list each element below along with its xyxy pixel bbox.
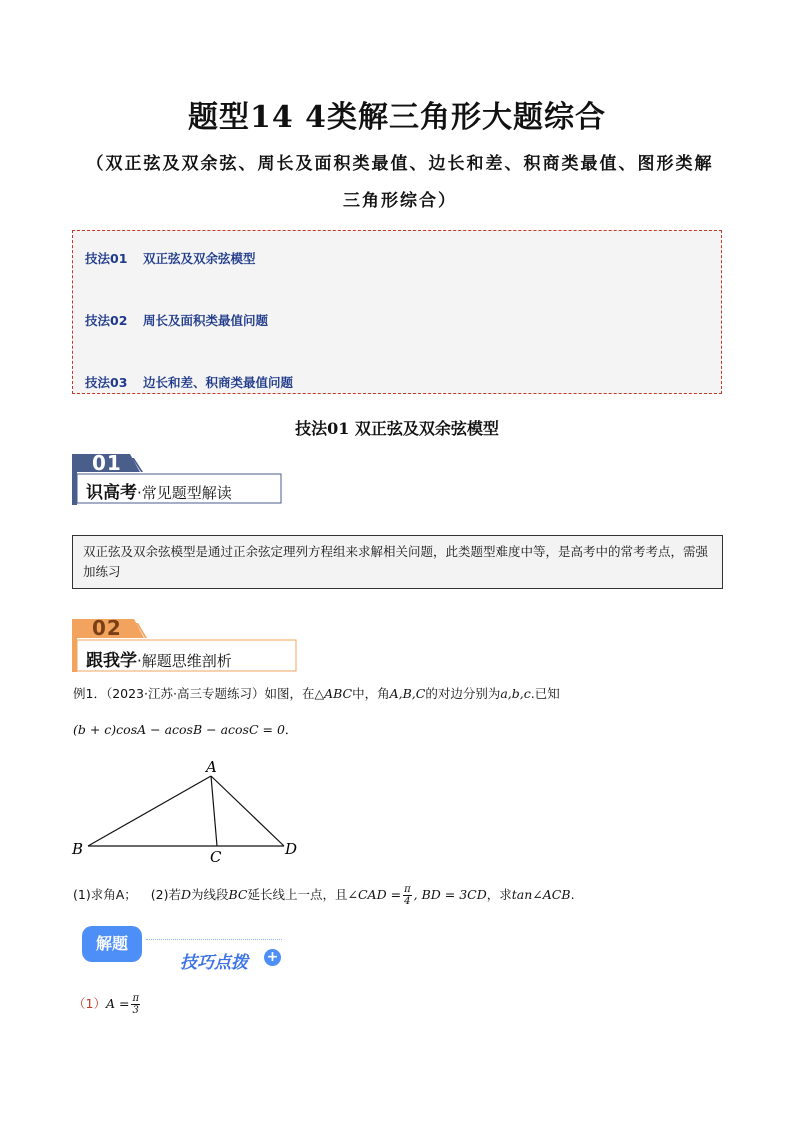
question-text: . [570, 887, 575, 902]
vertex-label-C: C [210, 848, 222, 866]
example-text: ． [284, 722, 298, 737]
dotted-divider [146, 939, 282, 940]
example-triangle: △ABC [314, 686, 353, 701]
banner-sub: ·常见题型解读 [137, 484, 232, 502]
example-text: 中，角 [352, 686, 390, 701]
info-box: 双正弦及双余弦模型是通过正余弦定理列方程组来求解相关问题，此类题型难度中等，是高考中的常考考点，需强加练习 [72, 535, 723, 589]
banner-title [86, 646, 232, 671]
toc-item-label: 技法03 [85, 375, 128, 390]
question-1: (1)求角A； [73, 887, 137, 902]
question-text: ，求 [486, 887, 512, 902]
toc-item-label: 技法01 [85, 251, 128, 266]
answer-line [73, 993, 142, 1016]
fraction-pi-over-4 [403, 884, 412, 907]
document-subtitle: （双正弦及双余弦、周长及面积类最值、边长和差、积商类最值、图形类解三角形综合） [86, 154, 714, 211]
segment-AD [211, 776, 284, 846]
question-2-prefix: (2)若 [150, 887, 181, 902]
question-var: BC [228, 887, 248, 902]
banner-main: 识高考 [86, 483, 137, 503]
example-sides: a,b,c [500, 686, 531, 701]
plus-icon[interactable]: + [264, 949, 281, 966]
banner-main: 跟我学 [86, 651, 137, 671]
example-prefix: 例1．（2023·江苏·高三专题练习）如图，在 [73, 686, 315, 701]
fraction-pi-over-3 [131, 993, 140, 1016]
toc-item-2[interactable] [85, 311, 268, 329]
banner-sub: ·解题思维剖析 [137, 652, 232, 670]
example-text: 的对边分别为 [425, 686, 501, 701]
banner-number: 01 [92, 451, 122, 475]
question-angle: ∠CAD = [347, 887, 402, 902]
question-text: 延长线上一点，且 [247, 887, 348, 902]
example-line-2 [73, 720, 297, 738]
toc-item-text: 双正弦及双余弦模型 [143, 251, 256, 266]
toc-item-3[interactable] [85, 373, 293, 391]
question-target: tan∠ACB [511, 887, 571, 902]
vertex-label-D: D [285, 840, 298, 858]
question-text: 为线段 [191, 887, 229, 902]
fraction-numerator: π [132, 993, 140, 1004]
triangle-figure [70, 756, 310, 868]
tips-label: 技巧点拨 [180, 953, 248, 973]
fraction-denominator: 3 [132, 1005, 139, 1016]
section-heading: 技法01 双正弦及双余弦模型 [295, 419, 499, 438]
toc-item-text: 边长和差、积商类最值问题 [143, 375, 294, 390]
fraction-denominator: 4 [404, 896, 411, 907]
question-var: D [180, 887, 191, 902]
toc-box [72, 230, 722, 394]
example-line-1 [73, 684, 560, 702]
solution-badge: 解题 [82, 926, 142, 962]
vertex-label-B: B [72, 840, 84, 858]
segment-AC [211, 776, 217, 846]
banner-number: 02 [92, 616, 122, 640]
document-title: 题型14 4类解三角形大题综合 [187, 100, 607, 135]
question-line [73, 884, 575, 907]
segment-AB [88, 776, 211, 846]
fraction-numerator: π [404, 884, 411, 895]
toc-item-label: 技法02 [85, 313, 128, 328]
banner-01 [72, 450, 292, 506]
example-angles: A,B,C [389, 686, 426, 701]
question-condition: , BD = 3CD [413, 887, 487, 902]
toc-item-1[interactable] [85, 249, 256, 267]
banner-title [86, 478, 232, 503]
example-equation: (b + c)cosA − acosB − acosC = 0 [73, 722, 285, 737]
banner-02 [72, 615, 302, 673]
answer-lhs: A = [105, 996, 130, 1011]
toc-item-text: 周长及面积类最值问题 [143, 313, 269, 328]
vertex-label-A: A [206, 758, 217, 776]
example-text: .已知 [530, 686, 560, 701]
answer-number: （1） [73, 996, 106, 1011]
